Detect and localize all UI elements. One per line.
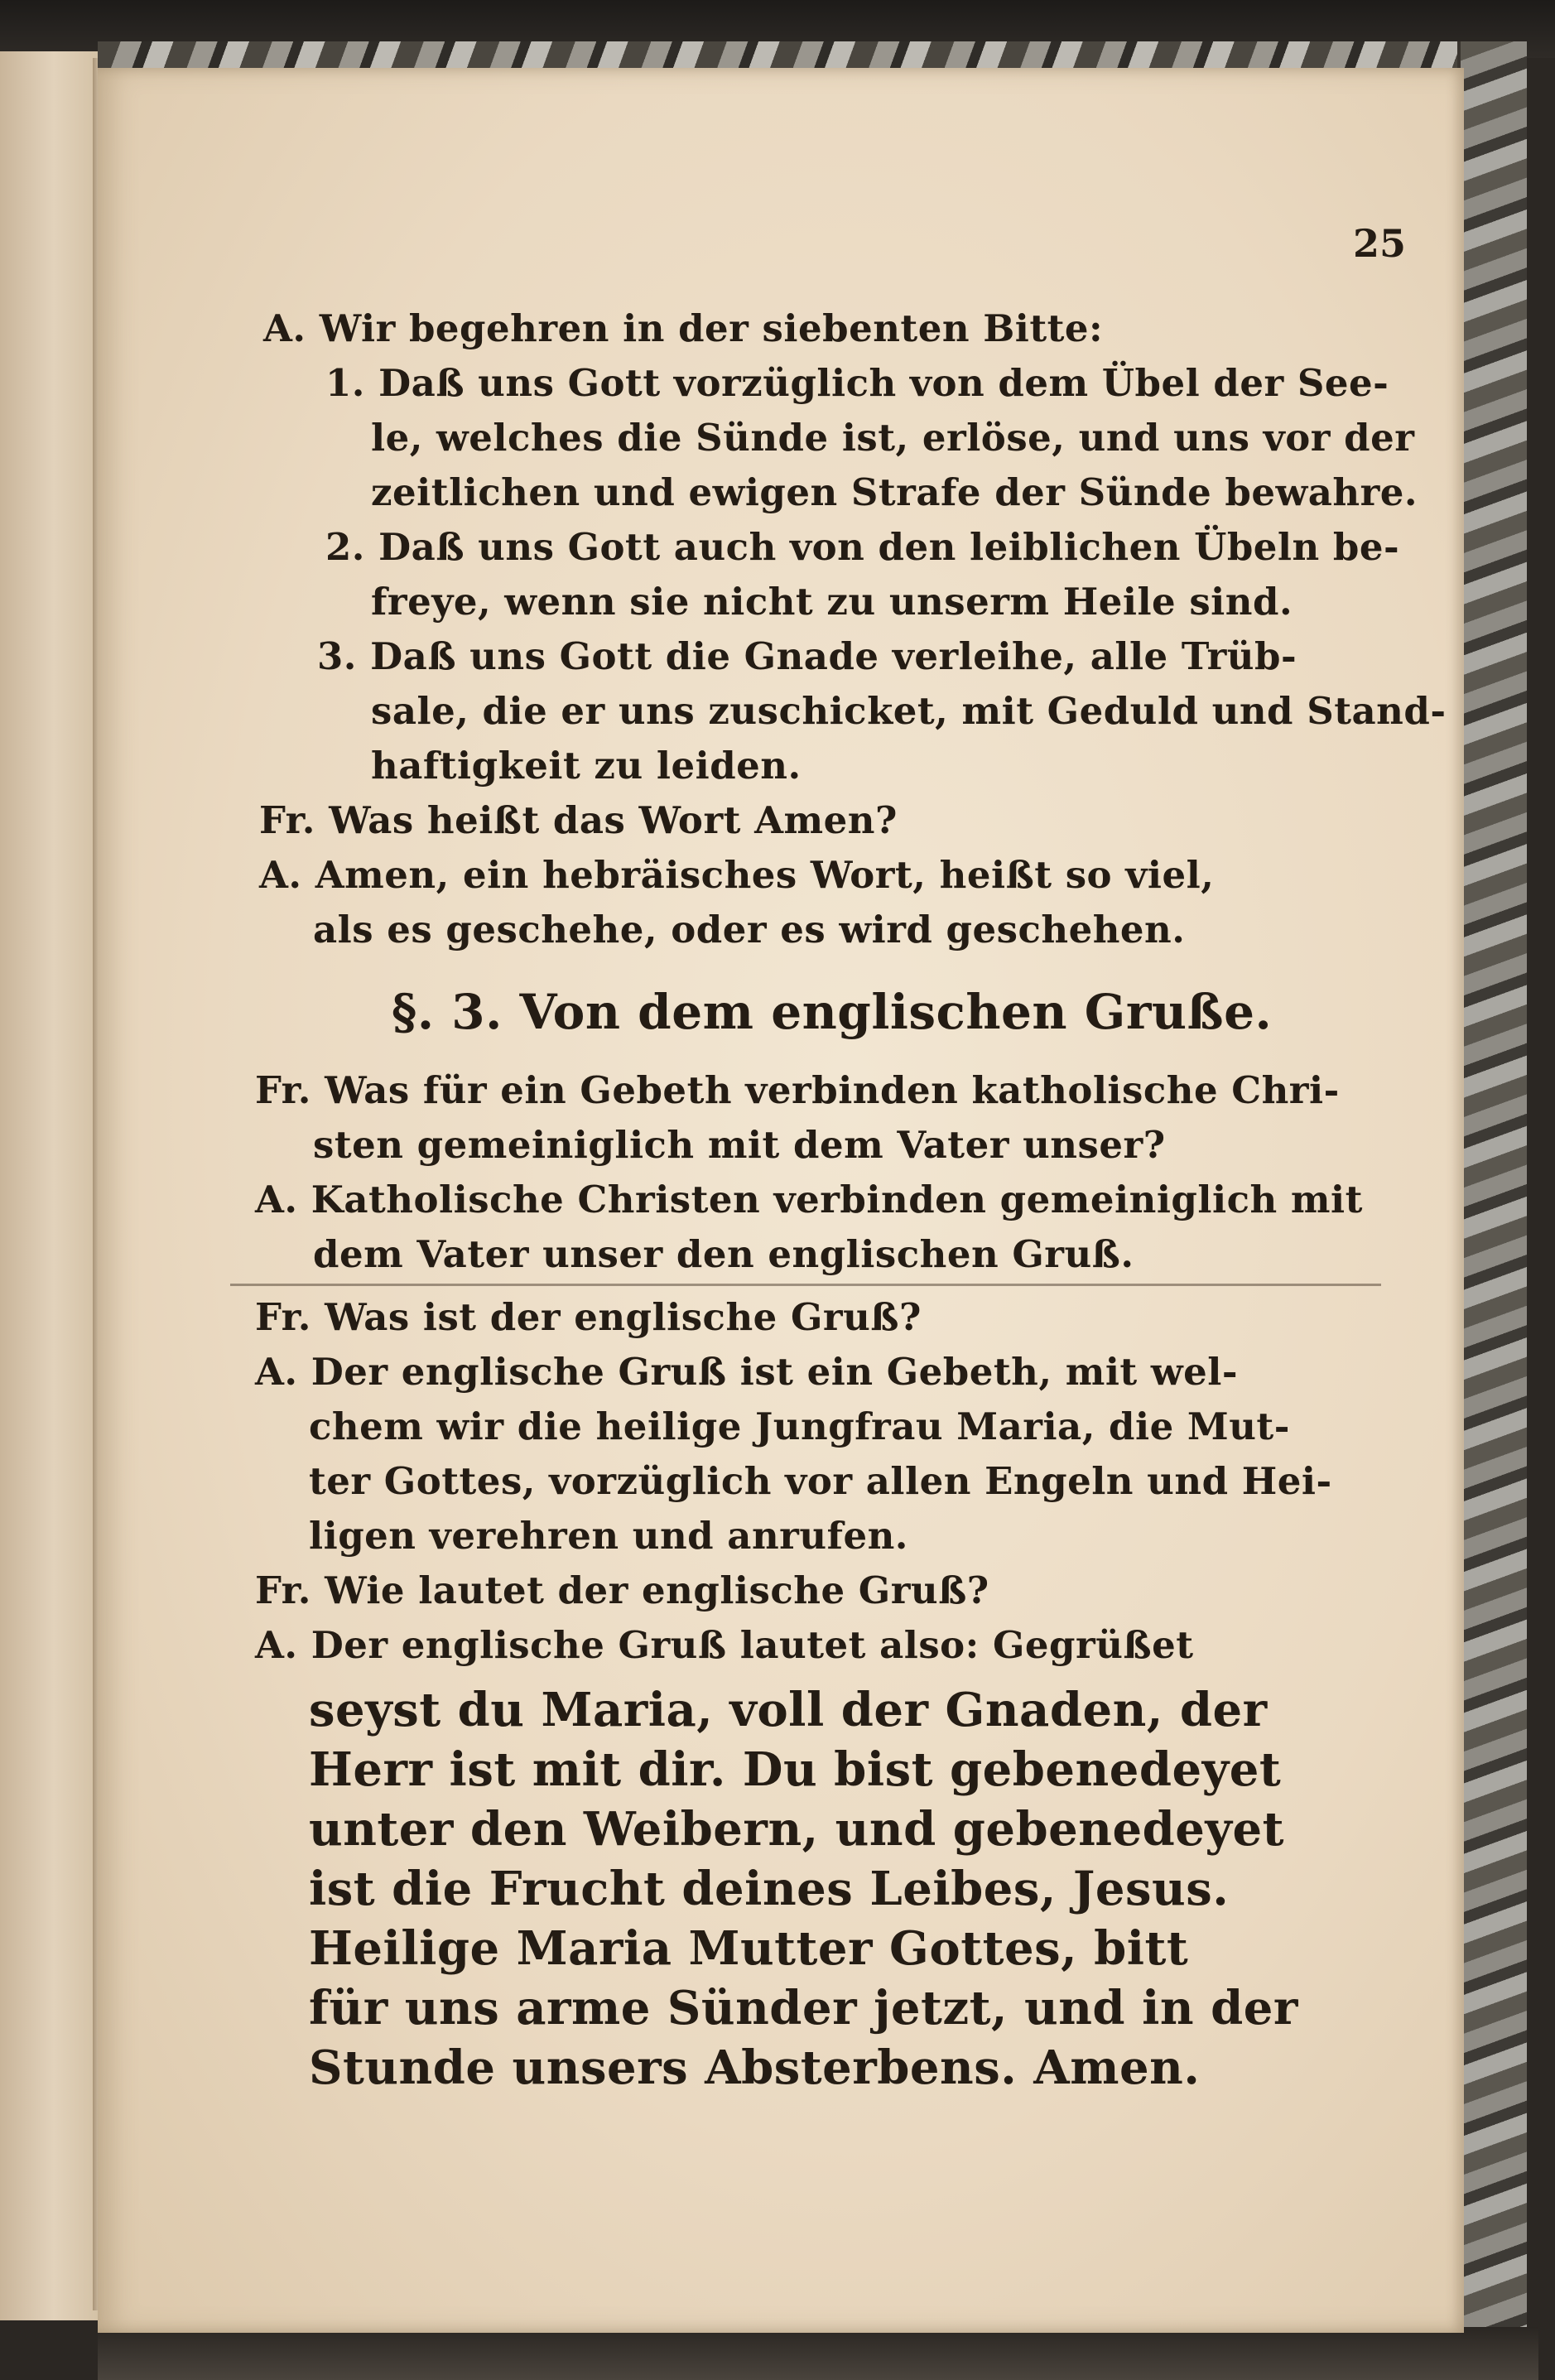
list-item-line: 1. Daß uns Gott vorzüglich von dem Übel der See- (325, 361, 1389, 405)
prayer-line: Heilige Maria Mutter Gottes, bitt (309, 1921, 1189, 1976)
text-line: dem Vater unser den englischen Gruß. (313, 1232, 1134, 1276)
text-line: freye, wenn sie nicht zu unserm Heile sind. (371, 580, 1293, 624)
prayer-line: unter den Weibern, und gebenedeyet (309, 1802, 1284, 1857)
prayer-line: für uns arme Sünder jetzt, und in der (309, 1981, 1298, 2036)
list-item-line: 2. Daß uns Gott auch von den leiblichen Übeln be- (325, 525, 1400, 569)
text-line: chem wir die heilige Jungfrau Maria, die Mut- (309, 1404, 1290, 1448)
text-line: als es geschehe, oder es wird geschehen. (313, 908, 1186, 952)
text-line: ligen verehren und anrufen. (309, 1514, 908, 1558)
facing-page-edge (0, 51, 100, 2320)
rule-line (230, 1284, 1381, 1286)
page-text (98, 68, 1464, 2333)
text-line: sten gemeiniglich mit dem Vater unser? (313, 1123, 1166, 1167)
question-line: Fr. Was für ein Gebeth verbinden katholische Chri- (255, 1068, 1340, 1112)
answer-line: A. Amen, ein hebräisches Wort, heißt so viel, (259, 853, 1215, 897)
book-page (98, 68, 1464, 2333)
question-line: Fr. Wie lautet der englische Gruß? (255, 1568, 989, 1612)
question-line: Fr. Was heißt das Wort Amen? (259, 798, 898, 842)
prayer-line: Herr ist mit dir. Du bist gebenedeyet (309, 1742, 1282, 1797)
marbled-cover-edge (1457, 41, 1527, 2360)
text-line: haftigkeit zu leiden. (371, 744, 802, 788)
prayer-line: seyst du Maria, voll der Gnaden, der (309, 1683, 1268, 1737)
answer-line: A. Wir begehren in der siebenten Bitte: (263, 306, 1104, 350)
text-line: ter Gottes, vorzüglich vor allen Engeln und Hei- (309, 1459, 1332, 1503)
list-item-line: 3. Daß uns Gott die Gnade verleihe, alle Trüb- (317, 634, 1297, 678)
text-line: le, welches die Sünde ist, erlöse, und uns vor der (371, 416, 1415, 460)
answer-line: A. Der englische Gruß ist ein Gebeth, mit wel- (255, 1350, 1239, 1394)
prayer-line: Stunde unsers Absterbens. Amen. (309, 2040, 1201, 2095)
prayer-line: ist die Frucht deines Leibes, Jesus. (309, 1862, 1230, 1916)
page-number: 25 (1352, 221, 1406, 266)
cover-bottom-edge (98, 2327, 1538, 2380)
answer-line: A. Der englische Gruß lautet also: Gegrüßet (255, 1623, 1194, 1667)
answer-line: A. Katholische Christen verbinden gemeiniglich mit (255, 1178, 1363, 1221)
text-line: zeitlichen und ewigen Strafe der Sünde bewahre. (371, 470, 1418, 514)
question-line: Fr. Was ist der englische Gruß? (255, 1295, 922, 1339)
section-heading: §. 3. Von dem englischen Gruße. (392, 984, 1273, 1040)
marbled-cover-top (98, 41, 1522, 71)
text-line: sale, die er uns zuschicket, mit Geduld und Stand- (371, 689, 1447, 733)
